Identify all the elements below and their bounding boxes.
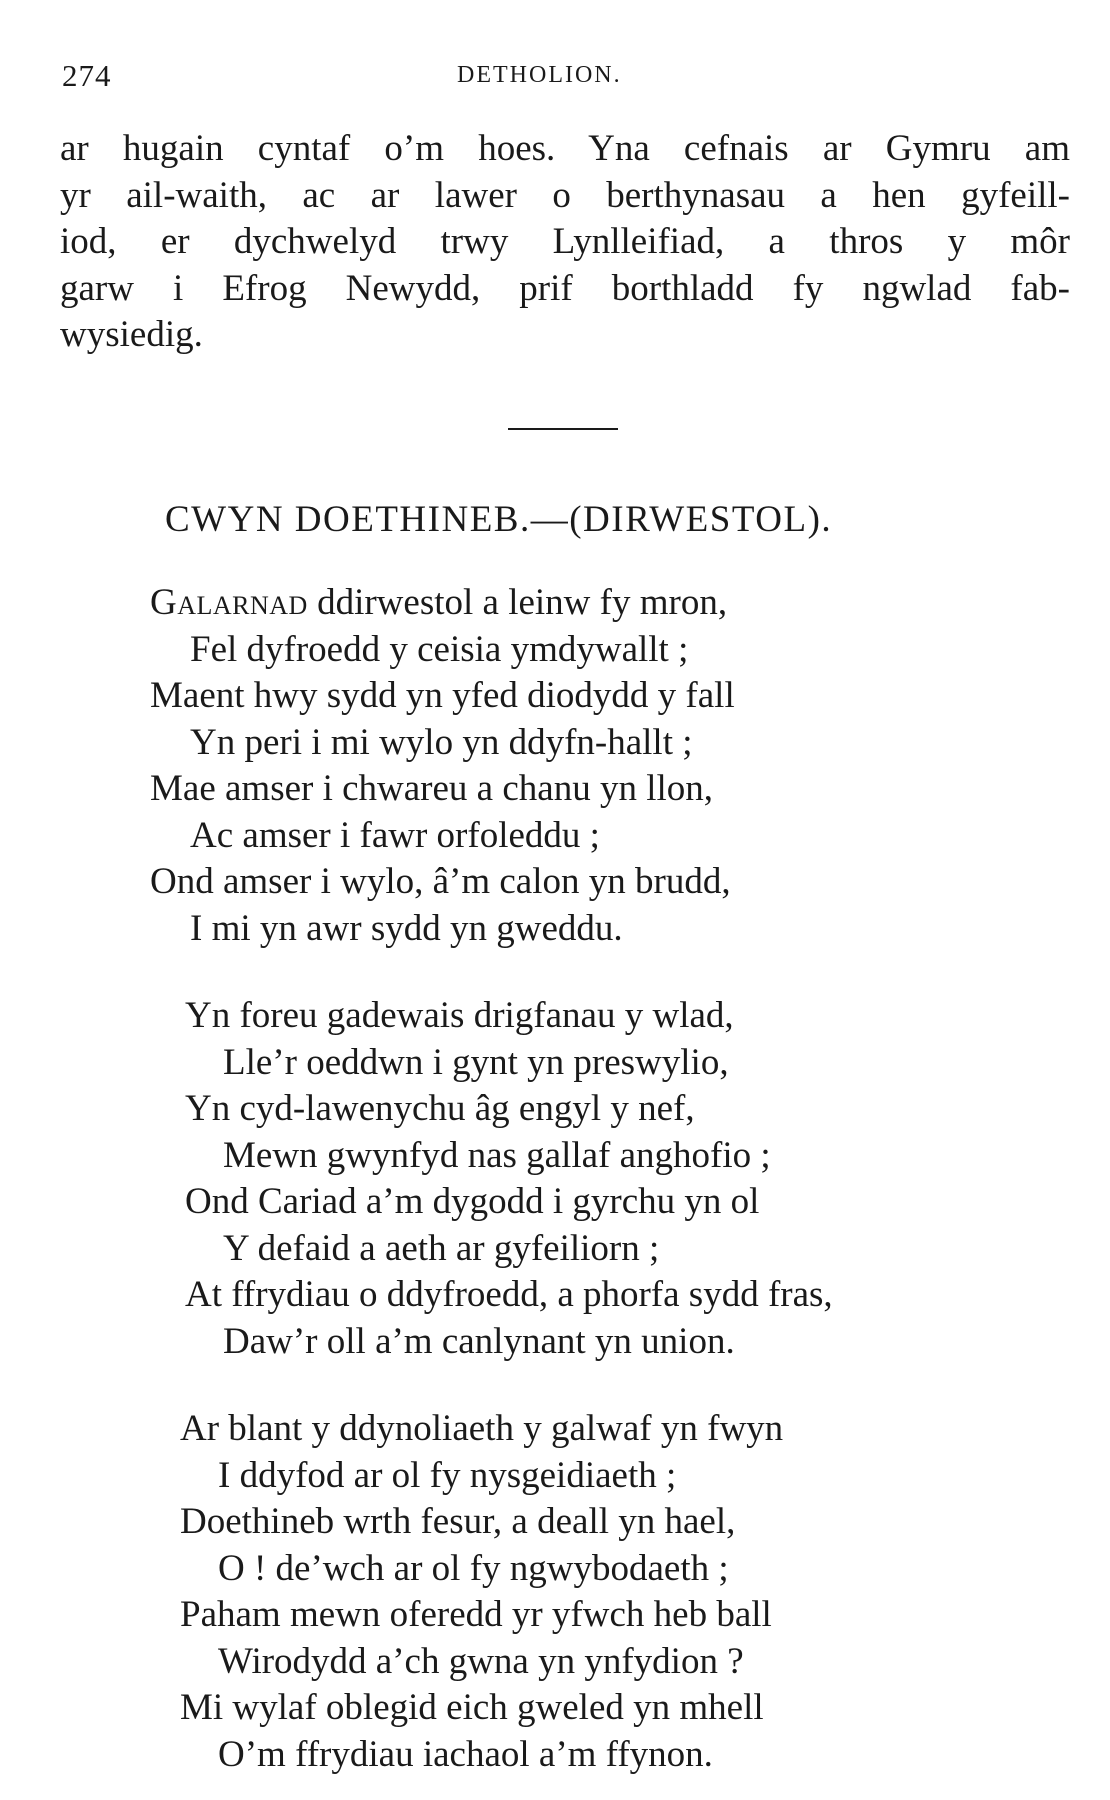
poem-line: Paham mewn oferedd yr yfwch heb ball [180,1594,772,1635]
poem-line: Lle’r oeddwn i gynt yn preswylio, [223,1041,729,1083]
prose-line: ar hugain cyntaf o’m hoes. Yna cefnais ar Gymru am [60,128,1070,169]
poem-stanza-1 [150,580,735,952]
poem-line: I mi yn awr sydd yn gweddu. [190,907,623,949]
prose-line: garw i Efrog Newydd, prif borthladd fy ngwlad fab- [60,267,1070,309]
first-line-rest: ddirwestol a leinw fy mron, [307,582,728,623]
page-number: 274 [62,58,112,93]
poem-line: Maent hwy sydd yn yfed diodydd y fall [150,675,735,716]
prose-paragraph [60,126,1070,359]
poem-line: Mi wylaf oblegid eich gweled yn mhell [180,1687,764,1728]
poem-line: Ac amser i fawr orfoleddu ; [190,814,600,856]
poem-line: Ond Cariad a’m dygodd i gyrchu yn ol [185,1181,760,1222]
poem-line: Fel dyfroedd y ceisia ymdywallt ; [190,628,689,670]
poem-line: I ddyfod ar ol fy nysgeidiaeth ; [218,1454,677,1496]
running-head: DETHOLION. [457,62,622,88]
poem-stanza-3 [180,1406,783,1778]
poem-line: O’m ffrydiau iachaol a’m ffynon. [218,1733,713,1775]
poem-line: Ond amser i wylo, â’m calon yn brudd, [150,861,731,902]
poem-line: Mae amser i chwareu a chanu yn llon, [150,768,714,809]
poem-line: Daw’r oll a’m canlynant yn union. [223,1320,735,1362]
poem-line [150,580,735,627]
prose-line: wysiedig. [60,314,203,355]
section-divider [508,428,618,430]
poem-line: Y defaid a aeth ar gyfeiliorn ; [223,1227,660,1269]
prose-line: iod, er dychwelyd trwy Lynlleifiad, a thros y môr [60,221,1070,262]
opening-word: Galarnad [150,582,308,623]
poem-line: Wirodydd a’ch gwna yn ynfydion ? [218,1640,744,1682]
poem-line: Yn peri i mi wylo yn ddyfn-hallt ; [190,721,693,763]
poem-line: At ffrydiau o ddyfroedd, a phorfa sydd fras, [185,1274,833,1315]
prose-line: yr ail-waith, ac ar lawer o berthynasau a hen gyfeill- [60,174,1070,216]
poem-line: Yn foreu gadewais drigfanau y wlad, [185,995,734,1036]
poem-line: Doethineb wrth fesur, a deall yn hael, [180,1501,736,1542]
poem-line: Ar blant y ddynoliaeth y galwaf yn fwyn [180,1408,784,1449]
page-header [62,58,1062,98]
poem-line: Yn cyd-lawenychu âg engyl y nef, [185,1088,695,1129]
poem-stanza-2 [185,993,833,1365]
poem-title: CWYN DOETHINEB.—(DIRWESTOL). [165,499,833,540]
poem-line: O ! de’wch ar ol fy ngwybodaeth ; [218,1547,729,1589]
poem-line: Mewn gwynfyd nas gallaf anghofio ; [223,1134,771,1176]
